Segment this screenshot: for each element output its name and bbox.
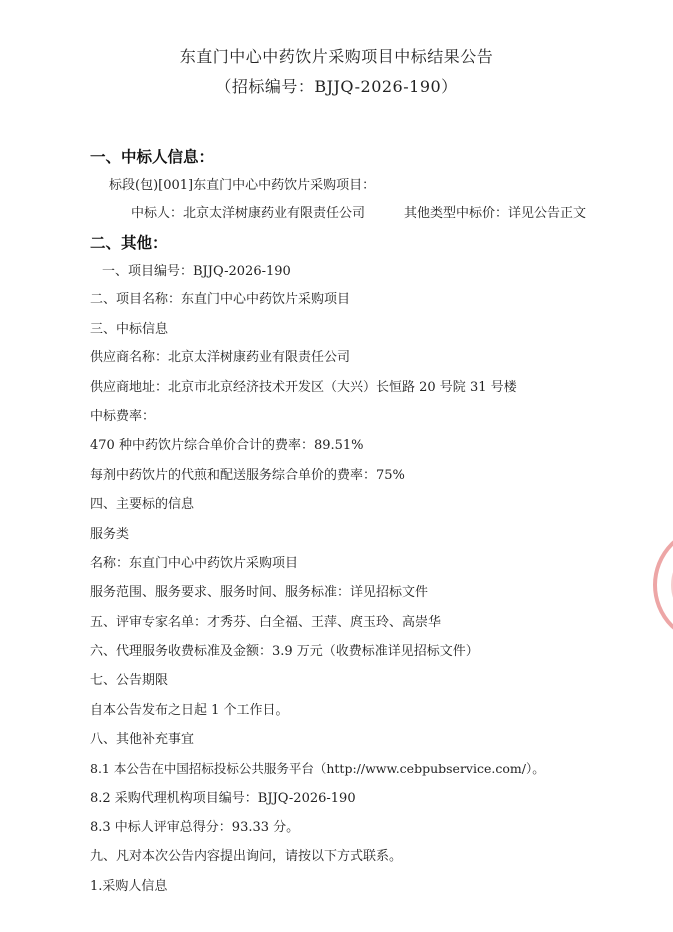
body-line: 供应商地址：北京市北京经济技术开发区（大兴）长恒路 20 号院 31 号楼 xyxy=(90,380,517,395)
body-line: 470 种中药饮片综合单价合计的费率：89.51% xyxy=(90,438,364,453)
body-line: 每剂中药饮片的代煎和配送服务综合单价的费率：75% xyxy=(90,468,405,483)
section-heading-other: 二、其他： xyxy=(90,234,168,252)
body-line: 七、公告期限 xyxy=(90,673,169,688)
body-line: 中标费率： xyxy=(90,409,156,424)
body-line: 五、评审专家名单：才秀芬、白全福、王萍、庹玉玲、高崇华 xyxy=(90,615,442,630)
document-subtitle: （招标编号：BJJQ-2026-190） xyxy=(215,77,458,96)
body-line: 六、代理服务收费标准及金额：3.9 万元（收费标准详见招标文件） xyxy=(90,644,479,659)
body-line: 8.1 本公告在中国招标投标公共服务平台（http://www.cebpubservice.com/）。 xyxy=(90,761,545,776)
body-line: 八、其他补充事宜 xyxy=(90,732,195,747)
body-line: 8.3 中标人评审总得分：93.33 分。 xyxy=(90,820,300,835)
body-line: 九、凡对本次公告内容提出询问，请按以下方式联系。 xyxy=(90,849,403,864)
winner-line: 中标人：北京太洋树康药业有限责任公司 xyxy=(131,206,366,221)
body-line: 三、中标信息 xyxy=(90,322,169,337)
body-line: 一、项目编号：BJJQ-2026-190 xyxy=(102,264,291,279)
section-heading-winner: 一、中标人信息： xyxy=(90,148,215,166)
body-line: 名称：东直门中心中药饮片采购项目 xyxy=(90,556,299,571)
red-seal-stamp xyxy=(653,525,673,645)
body-line: 服务类 xyxy=(90,527,130,542)
body-line: 供应商名称：北京太洋树康药业有限责任公司 xyxy=(90,350,351,365)
lot-line: 标段(包)[001]东直门中心中药饮片采购项目： xyxy=(109,178,376,193)
document-title: 东直门中心中药饮片采购项目中标结果公告 xyxy=(179,47,494,66)
body-line: 自本公告发布之日起 1 个工作日。 xyxy=(90,703,289,718)
body-line: 1.采购人信息 xyxy=(90,879,168,894)
body-line: 服务范围、服务要求、服务时间、服务标准：详见招标文件 xyxy=(90,585,429,600)
body-line: 二、项目名称：东直门中心中药饮片采购项目 xyxy=(90,292,351,307)
price-line: 其他类型中标价：详见公告正文 xyxy=(404,206,587,221)
body-line: 四、主要标的信息 xyxy=(90,497,195,512)
body-line: 8.2 采购代理机构项目编号：BJJQ-2026-190 xyxy=(90,791,356,806)
